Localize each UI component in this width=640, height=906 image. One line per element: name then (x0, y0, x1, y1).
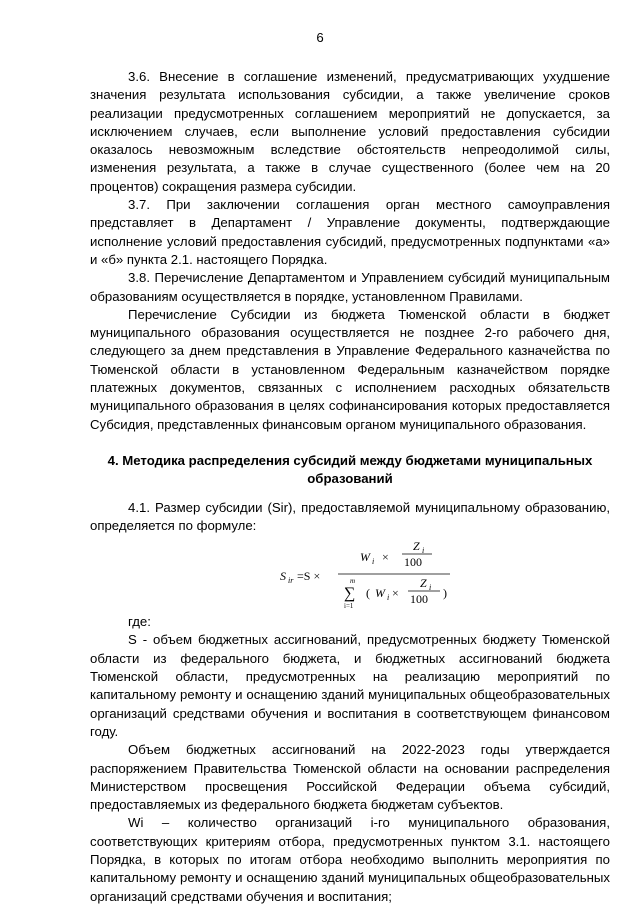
formula-num-w-sub: i (372, 557, 375, 567)
paragraph-3-8: 3.8. Перечисление Департаментом и Управлением субсидий муниципальным образованиям осуществляется в порядке, установленном Правилами. (90, 270, 610, 304)
paragraph-budget-volume: Объем бюджетных ассигнований на 2022-2023 годы утверждается распоряжением Правительства Тюменской области на основании распределения Министерством просвещения Российской Федерации объема субсидий, предоставляемых из федерального бюджета бюджетам субъектов. (90, 742, 610, 813)
formula-open-paren: ( (366, 586, 370, 601)
paragraph-4-1: 4.1. Размер субсидии (Sir), предоставляемой муниципальному образованию, определяется по формуле: (90, 499, 610, 533)
formula-sum: ∑ (344, 585, 356, 603)
formula-num-w: W (360, 550, 370, 565)
document-page (90, 68, 610, 906)
formula-sum-bottom: i=1 (344, 602, 354, 611)
where-label: где: (128, 614, 151, 630)
formula-num-hundred: 100 (404, 555, 422, 570)
formula-svg (280, 539, 480, 613)
formula-den-hundred: 100 (410, 592, 428, 607)
formula-num-z-sub: i (422, 546, 425, 556)
paragraph-transfer: Перечисление Субсидии из бюджета Тюменской области в бюджет муниципального образования осуществляется не позднее 2-го рабочего дня, следующего за днем представления в Управление Федерального казначейства по Тюменской области в установленном Федеральным казначейством порядке платежных документов, связанных с исполнением расходных обязательств муниципального образования в целях софинансирования которых предоставляется Субсидия, представленных финансовым органом муниципального образования. (90, 306, 610, 432)
paragraph-s-definition: S - объем бюджетных ассигнований, предусмотренных бюджету Тюменской области из федерального бюджета, и бюджетных ассигнований бюджета Тюменской области, предусмотренных на реализацию мероприятий по капитальному ремонту и оснащению зданий муниципальных общеобразовательных организаций средствами обучения и воспитания в соответствующем финансовом году. (90, 632, 610, 739)
formula-eq: =S × (297, 569, 321, 584)
formula-den-z: Z (420, 576, 427, 591)
paragraph-wi-definition: Wi – количество организаций i-го муниципального образования, соответствующих критериям отбора, предусмотренных пунктом 3.1. настоящего Порядка, в которых по итогам отбора необходимо выполнить мероприятия по капитальному ремонту и оснащению зданий муниципальных общеобразовательных организаций средствами обучения и воспитания; (90, 815, 610, 904)
formula-lhs-sub: ir (288, 576, 294, 586)
formula-num-times: × (382, 550, 389, 565)
section-heading: 4. Методика распределения субсидий между бюджетами муниципальных образований (107, 452, 593, 487)
formula-close-paren: ) (443, 586, 447, 601)
formula-den-z-sub: i (429, 583, 432, 593)
page-number: 6 (316, 30, 324, 45)
formula-lhs: S (280, 569, 286, 584)
formula-den-w-sub: i (387, 593, 390, 603)
formula-den-times: × (392, 586, 399, 601)
formula-den-w: W (375, 586, 385, 601)
subsidy-formula (90, 535, 610, 613)
formula-sum-top: m (350, 577, 356, 586)
paragraph-3-7: 3.7. При заключении соглашения орган местного самоуправления представляет в Департамент / Управление документы, подтверждающие исполнение условий предоставления субсидий, предусмотренных подпунктами «а» и «б» пункта 2.1. настоящего Порядка. (90, 197, 610, 267)
paragraph-3-6: 3.6. Внесение в соглашение изменений, предусматривающих ухудшение значения результата использования субсидии, а также увеличение сроков реализации предусмотренных соглашением мероприятий не допускается, за исключением случаев, если выполнение условий предоставления субсидии оказалось невозможным вследствие обстоятельств непреодолимой силы, изменения результата, а также в случае существенного (более чем на 20 процентов) сокращения размера субсидии. (90, 69, 610, 194)
formula-num-z: Z (413, 539, 420, 554)
